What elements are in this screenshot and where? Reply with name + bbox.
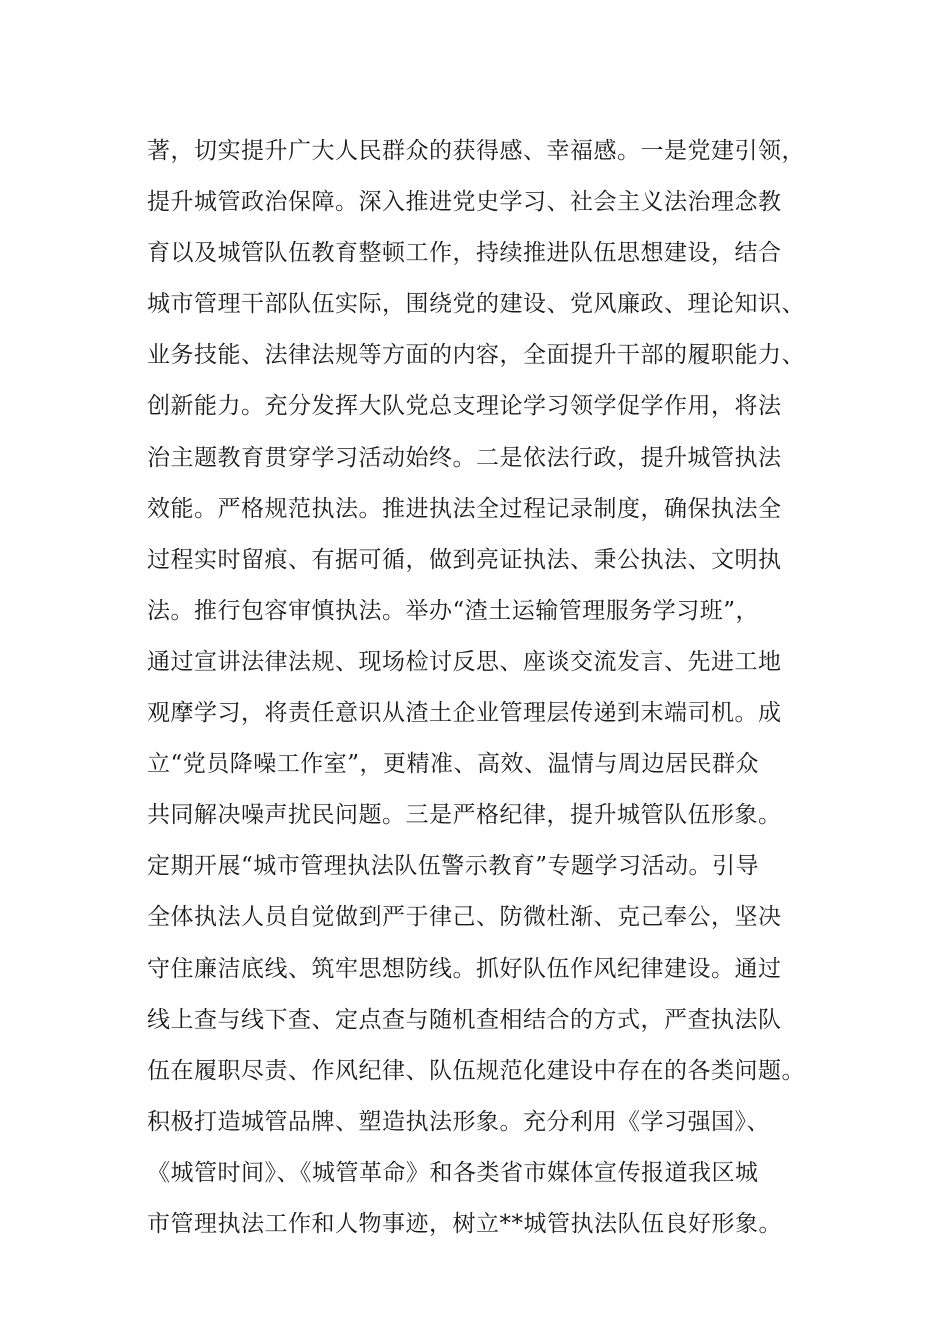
text-line: 过程实时留痕、有据可循，做到亮证执法、秉公执法、文明执: [147, 546, 782, 573]
text-line: 全体执法人员自觉做到严于律己、防微杜渐、克己奉公，坚决: [147, 904, 782, 931]
text-line: 治主题教育贯穿学习活动始终。二是依法行政，提升城管执法: [147, 444, 782, 471]
text-line: 城市管理干部队伍实际，围绕党的建设、党风廉政、理论知识、: [147, 291, 805, 318]
text-line: 《城管时间》、《城管革命》和各类省市媒体宣传报道我区城: [147, 1159, 759, 1186]
text-line: 创新能力。充分发挥大队党总支理论学习领学促学作用，将法: [147, 393, 782, 420]
text-line: 定期开展“城市管理执法队伍警示教育”专题学习活动。引导: [147, 853, 760, 880]
text-line: 业务技能、法律法规等方面的内容，全面提升干部的履职能力、: [147, 342, 805, 369]
text-line: 观摩学习，将责任意识从渣土企业管理层传递到末端司机。成: [147, 700, 782, 727]
text-line: 市管理执法工作和人物事迹，树立**城管执法队伍良好形象。: [147, 1210, 782, 1237]
text-line: 效能。严格规范执法。推进执法全过程记录制度，确保执法全: [147, 495, 782, 522]
text-line: 通过宣讲法律法规、现场检讨反思、座谈交流发言、先进工地: [147, 648, 782, 675]
text-line: 法。推行包容审慎执法。举办“渣土运输管理服务学习班”，: [147, 597, 760, 624]
text-line: 伍在履职尽责、作风纪律、队伍规范化建设中存在的各类问题。: [147, 1057, 805, 1084]
text-line: 线上查与线下查、定点查与随机查相结合的方式，严查执法队: [147, 1006, 782, 1033]
text-line: 著，切实提升广大人民群众的获得感、幸福感。一是党建引领，: [147, 138, 805, 164]
text-line: 提升城管政治保障。深入推进党史学习、社会主义法治理念教: [147, 189, 782, 216]
text-line: 共同解决噪声扰民问题。三是严格纪律，提升城管队伍形象。: [147, 802, 782, 829]
text-line: 积极打造城管品牌、塑造执法形象。充分利用《学习强国》、: [147, 1108, 770, 1135]
body-paragraph: [147, 126, 827, 1250]
text-line: 守住廉洁底线、筑牢思想防线。抓好队伍作风纪律建设。通过: [147, 955, 782, 982]
text-line: 立“党员降噪工作室”，更精准、高效、温情与周边居民群众: [147, 751, 760, 778]
text-line: 育以及城管队伍教育整顿工作，持续推进队伍思想建设，结合: [147, 240, 782, 267]
